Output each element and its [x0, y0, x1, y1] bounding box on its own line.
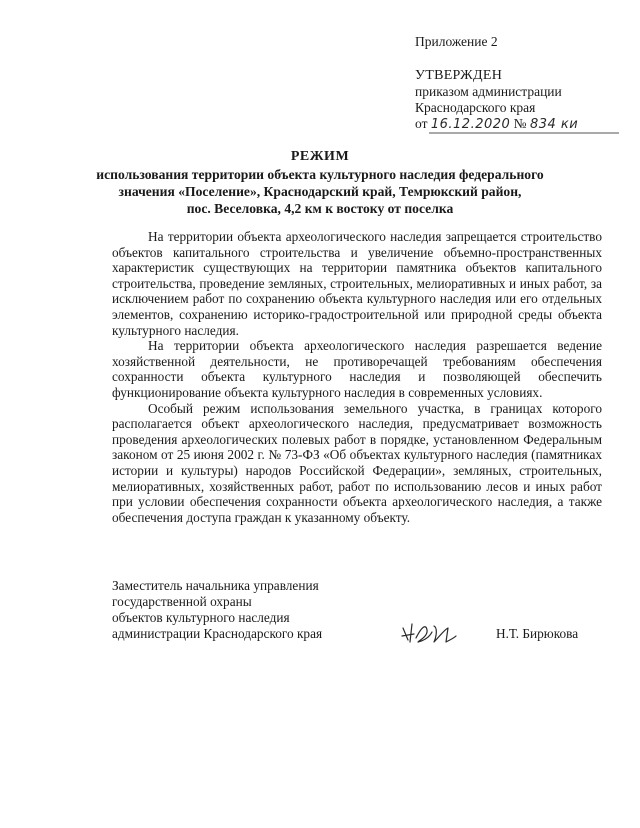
order-line-1: приказом администрации	[415, 84, 562, 99]
paragraph-special-regime: Особый режим использования земельного участка, в границах которого располагается объект археологического наследия, предусматривает возможность проведения археологических полевых работ в порядке, установленном Федеральным законом от 25 июня 2002 г. № 73-ФЗ «Об объектах культурного наследия (памятниках истории и культуры) народов Российской Федерации», земляных, строительных, мелиоративных, хозяйственных работ, работ по использованию лесов и иных работ при условии обеспечения сохранности объекта археологического наследия, а также обеспечения доступа граждан к указанному объекту.	[112, 400, 602, 525]
order-underline	[429, 131, 619, 135]
order-line-2: Краснодарского края	[415, 100, 536, 115]
paragraph-prohibitions: На территории объекта археологического наследия запрещается строительство объектов капитального строительства и увеличение объемно-пространственных характеристик существующих на территории памятника объектов капитального строительства, проведение земляных, строительных, мелиоративных и иных работ, за исключением работ по сохранению объекта культурного наследия или его отдельных элементов, сохранению историко-градостроительной или природной среды объекта культурного наследия.	[112, 229, 602, 338]
document-title-block	[0, 148, 640, 217]
signer-name: Н.Т. Бирюкова	[496, 626, 579, 641]
handwritten-signature	[400, 618, 458, 646]
appendix-label: Приложение 2	[415, 34, 498, 49]
approved-heading: УТВЕРЖДЕН	[415, 68, 503, 83]
title-line-3: пос. Веселовка, 4,2 км к востоку от поселка	[186, 201, 454, 216]
paragraph-permissions: На территории объекта археологического наследия разрешается ведение хозяйственной деятельности, не противоречащей требованиям обеспечения сохранности объекта культурного наследия и позволяющей обеспечить функционирование объекта культурного наследия в современных условиях.	[112, 338, 602, 400]
document-body	[112, 229, 602, 525]
position-line-4: администрации Краснодарского края	[112, 626, 323, 641]
title-line-1: использования территории объекта культурного наследия федерального	[96, 167, 544, 182]
order-prefix: от	[415, 116, 428, 131]
handwritten-order-date: 16.12.2020	[430, 117, 511, 132]
title-line-2: значения «Поселение», Краснодарский край, Темрюкский район,	[118, 184, 522, 199]
approval-stamp	[415, 68, 578, 133]
document-title: РЕЖИМ	[290, 149, 350, 164]
handwritten-order-number: 834 ки	[529, 117, 579, 132]
position-line-1: Заместитель начальника управления	[112, 578, 319, 593]
order-number-sign: №	[513, 116, 527, 131]
position-line-3: объектов культурного наследия	[112, 610, 290, 625]
order-date-line	[415, 116, 578, 133]
position-line-2: государственной охраны	[112, 594, 252, 609]
signatory-position	[112, 578, 322, 642]
